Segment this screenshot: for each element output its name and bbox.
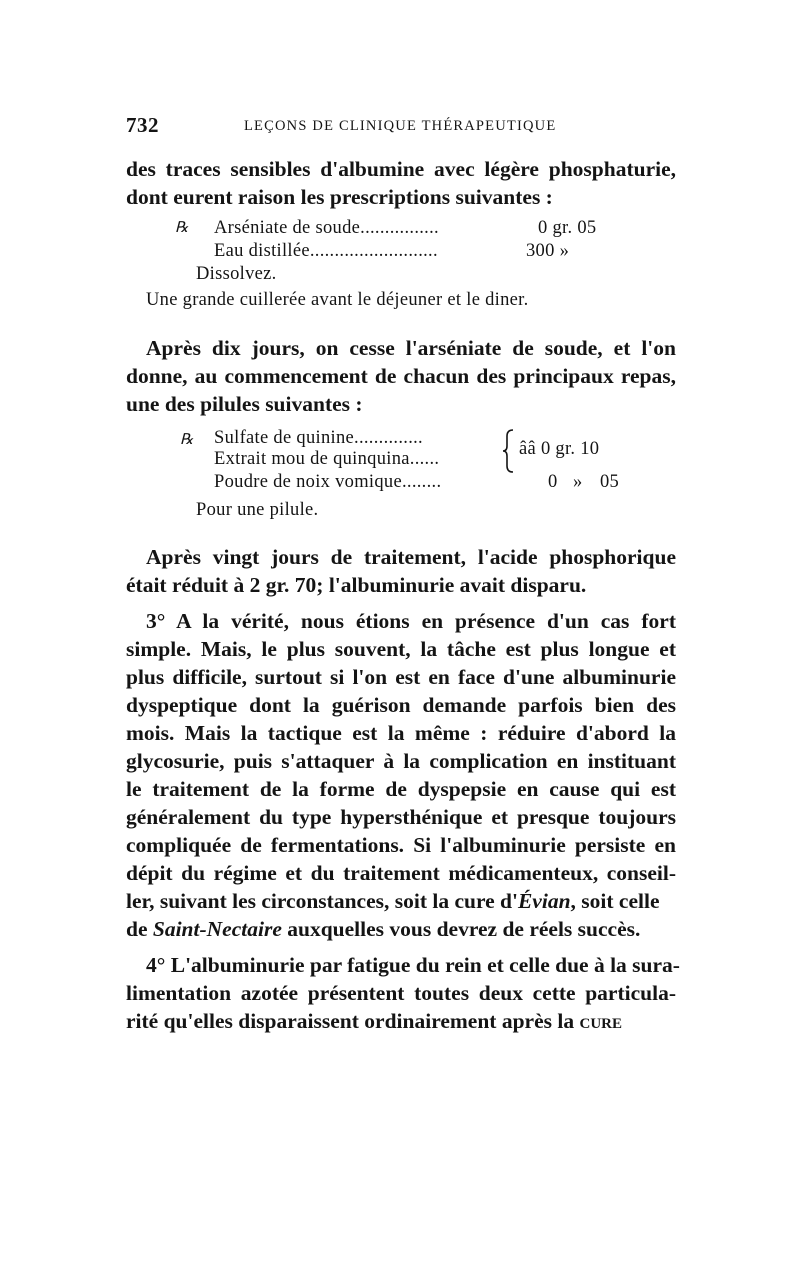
text-line: simple. Mais, le plus souvent, la tâche est plus longue et: [126, 637, 676, 661]
rx-item-name: Eau distillée: [214, 241, 310, 261]
rx-item-name: Sulfate de quinine: [214, 428, 355, 448]
text-line: dépit du régime et du traitement médicamenteux, conseil-: [126, 861, 676, 885]
text-line: glycosurie, puis s'attaquer à la complication en instituant: [126, 749, 676, 773]
rx-item-name: Extrait mou de quinquina: [214, 449, 410, 469]
rx-qty-part: 05: [600, 472, 620, 492]
rx-dissolve: Dissolvez.: [196, 264, 277, 284]
text-line: Après dix jours, on cesse l'arséniate de soude, et l'on: [146, 336, 676, 360]
recipe-icon: ℞: [175, 220, 189, 236]
text-line: donne, au commencement de chacun des principaux repas,: [126, 364, 676, 388]
rx-qty-part: »: [573, 472, 583, 492]
text-line: 3° A la vérité, nous étions en présence d'un cas fort: [146, 609, 676, 633]
page-number: 732: [126, 113, 159, 137]
text-line: était réduit à 2 gr. 70; l'albuminurie avait disparu.: [126, 573, 587, 597]
text-line: Après vingt jours de traitement, l'acide phosphorique: [146, 545, 676, 569]
text-line: une des pilules suivantes :: [126, 392, 363, 416]
text-segment: rité qu'elles disparaissent ordinairement après la: [126, 1009, 580, 1033]
text-line: généralement du type hypersthénique et presque toujours: [126, 805, 676, 829]
brace-icon: [503, 428, 517, 474]
text-line: mois. Mais la tactique est la même : réduire d'abord la: [126, 721, 676, 745]
rx-dots: ......: [409, 449, 440, 469]
text-line: des traces sensibles d'albumine avec légère phosphaturie,: [126, 157, 676, 181]
place-name-evian: Évian: [517, 889, 571, 913]
rx-item: [214, 428, 423, 449]
text-line: [126, 887, 660, 915]
text-line: [126, 1007, 622, 1035]
rx-item: [214, 449, 439, 470]
rx-dots: ................: [360, 218, 439, 238]
rx-item: [214, 241, 438, 262]
rx-item-name: Arséniate de soude: [214, 218, 361, 238]
rx-item-qty: 300 »: [526, 241, 570, 261]
rx-item: [214, 218, 439, 239]
text-segment: ler, suivant les circonstances, soit la cure d': [126, 889, 518, 913]
text-line: compliquée de fermentations. Si l'albuminurie persiste en: [126, 833, 676, 857]
rx-item-name: Poudre de noix vomique: [214, 472, 402, 492]
text-line: [126, 915, 640, 943]
rx-item: [214, 472, 441, 493]
text-segment: de: [126, 917, 153, 941]
text-segment: , soit celle: [570, 889, 660, 913]
text-line: plus difficile, surtout si l'on est en face d'une albuminurie: [126, 665, 676, 689]
rx-qty-part: 0: [548, 472, 558, 492]
recipe-icon: ℞: [180, 432, 194, 448]
text-segment-caps: cure: [579, 1009, 622, 1033]
rx-per-pill: Pour une pilule.: [196, 500, 319, 520]
text-line: limentation azotée présentent toutes deux cette particula-: [126, 981, 676, 1005]
rx-dots: ..........................: [309, 241, 438, 261]
text-line: le traitement de la forme de dyspepsie en cause qui est: [126, 777, 676, 801]
rx-dots: ..............: [354, 428, 423, 448]
place-name-saint-nectaire: Saint-Nectaire: [152, 917, 282, 941]
running-title: LEÇONS DE CLINIQUE THÉRAPEUTIQUE: [244, 118, 557, 134]
text-line: dyspeptique dont la guérison demande parfois bien des: [126, 693, 676, 717]
rx-aa-qty: ââ 0 gr. 10: [519, 439, 600, 459]
text-line: dont eurent raison les prescriptions suivantes :: [126, 185, 553, 209]
rx-item-qty: 0 gr. 05: [538, 218, 597, 238]
rx-usage: Une grande cuillerée avant le déjeuner et le diner.: [146, 290, 529, 310]
rx-dots: ........: [401, 472, 442, 492]
text-line: 4° L'albuminurie par fatigue du rein et celle due à la sura-: [146, 953, 680, 977]
text-segment: auxquelles vous devrez de réels succès.: [281, 917, 641, 941]
